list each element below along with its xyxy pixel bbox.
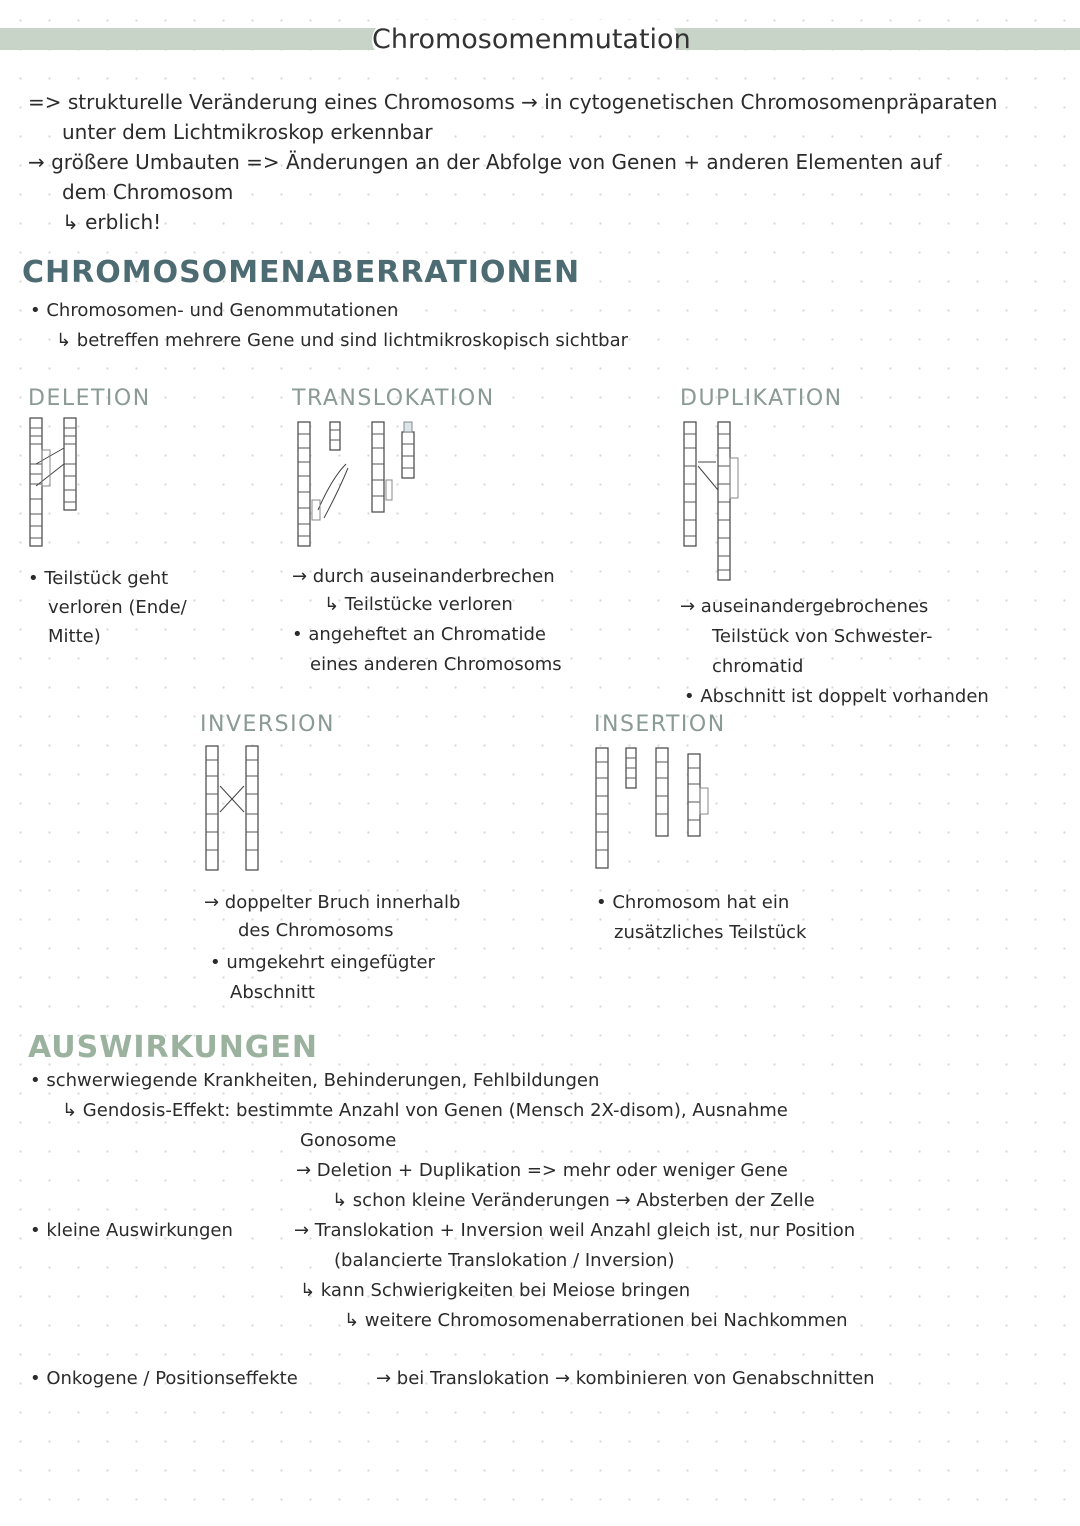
translokation-diagram	[294, 418, 424, 550]
auswirkungen-line-7: (balancierte Translokation / Inversion)	[334, 1250, 675, 1271]
auswirkungen-line-10a: • Onkogene / Positionseffekte	[30, 1368, 298, 1389]
auswirkungen-line-9: ↳ weitere Chromosomenaberrationen bei Nachkommen	[344, 1310, 848, 1331]
translokation-text-2: ↳ Teilstücke verloren	[324, 594, 513, 615]
auswirkungen-line-6b: → Translokation + Inversion weil Anzahl gleich ist, nur Position	[294, 1220, 856, 1241]
auswirkungen-line-6a: • kleine Auswirkungen	[30, 1220, 233, 1241]
inversion-diagram	[202, 742, 272, 874]
inversion-text-4: Abschnitt	[230, 982, 315, 1003]
deletion-text-1: • Teilstück geht	[28, 568, 169, 589]
duplikation-text-1: → auseinandergebrochenes	[680, 596, 929, 617]
heading-insertion: INSERTION	[594, 712, 726, 737]
inversion-text-1: → doppelter Bruch innerhalb	[204, 892, 461, 913]
intro-line-5: ↳ erblich!	[62, 210, 162, 234]
insertion-text-1: • Chromosom hat ein	[596, 892, 790, 913]
translokation-text-4: eines anderen Chromosoms	[310, 654, 562, 675]
auswirkungen-line-4: → Deletion + Duplikation => mehr oder weniger Gene	[296, 1160, 788, 1181]
page-title: Chromosomenmutation	[372, 24, 691, 55]
heading-auswirkungen: AUSWIRKUNGEN	[28, 1030, 319, 1065]
deletion-text-2: verloren (Ende/	[48, 597, 187, 618]
deletion-diagram	[24, 414, 94, 549]
duplikation-diagram	[680, 418, 750, 583]
deletion-text-3: Mitte)	[48, 626, 101, 647]
aberrationen-line-2: ↳ betreffen mehrere Gene und sind lichtmikroskopisch sichtbar	[56, 330, 629, 351]
auswirkungen-line-10b: → bei Translokation → kombinieren von Genabschnitten	[376, 1368, 875, 1389]
intro-line-1: => strukturelle Veränderung eines Chromosoms → in cytogenetischen Chromosomenpräparaten	[28, 90, 998, 114]
heading-translokation: TRANSLOKATION	[292, 386, 495, 411]
insertion-text-2: zusätzliches Teilstück	[614, 922, 807, 943]
inversion-text-2: des Chromosoms	[238, 920, 394, 941]
heading-duplikation: DUPLIKATION	[680, 386, 843, 411]
translokation-text-1: → durch auseinanderbrechen	[292, 566, 555, 587]
insertion-diagram	[592, 744, 722, 872]
aberrationen-line-1: • Chromosomen- und Genommutationen	[30, 300, 399, 321]
auswirkungen-line-8: ↳ kann Schwierigkeiten bei Meiose bringen	[300, 1280, 691, 1301]
auswirkungen-line-5: ↳ schon kleine Veränderungen → Absterben der Zelle	[332, 1190, 815, 1211]
intro-line-4: dem Chromosom	[62, 180, 234, 204]
duplikation-text-2: Teilstück von Schwester-	[712, 626, 933, 647]
auswirkungen-line-2: ↳ Gendosis-Effekt: bestimmte Anzahl von Genen (Mensch 2X-disom), Ausnahme	[62, 1100, 788, 1121]
heading-aberrationen: CHROMOSOMENABERRATIONEN	[22, 255, 581, 290]
intro-line-2: unter dem Lichtmikroskop erkennbar	[62, 120, 433, 144]
heading-deletion: DELETION	[28, 386, 151, 411]
duplikation-text-4: • Abschnitt ist doppelt vorhanden	[684, 686, 989, 707]
inversion-text-3: • umgekehrt eingefügter	[210, 952, 435, 973]
heading-inversion: INVERSION	[200, 712, 335, 737]
translokation-text-3: • angeheftet an Chromatide	[292, 624, 546, 645]
intro-line-3: → größere Umbauten => Änderungen an der Abfolge von Genen + anderen Elementen auf	[28, 150, 942, 174]
duplikation-text-3: chromatid	[712, 656, 804, 677]
auswirkungen-line-3: Gonosome	[300, 1130, 397, 1151]
auswirkungen-line-1: • schwerwiegende Krankheiten, Behinderungen, Fehlbildungen	[30, 1070, 600, 1091]
